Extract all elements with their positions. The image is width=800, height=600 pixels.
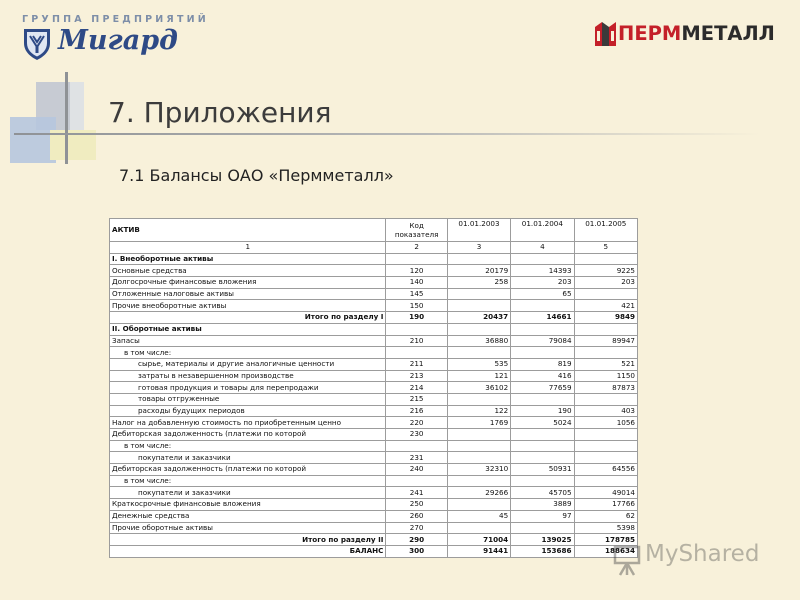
table-row: [110, 393, 638, 405]
row-value-2005: 9849: [574, 312, 637, 324]
row-name: в том числе:: [110, 347, 386, 359]
row-code: 230: [386, 429, 447, 441]
row-name: сырье, материалы и другие аналогичные ценности: [110, 358, 386, 370]
balance-table: [109, 218, 638, 558]
column-number: 1: [110, 242, 386, 254]
company-logo-text-perm: ПЕРМ: [618, 22, 682, 45]
table-row: [110, 277, 638, 289]
row-name: покупатели и заказчики: [110, 452, 386, 464]
row-value-2003: [447, 440, 510, 452]
row-value-2005: [574, 347, 637, 359]
row-code: 290: [386, 534, 447, 546]
table-row: [110, 440, 638, 452]
row-value-2004: 50931: [511, 464, 574, 476]
table-row: [110, 382, 638, 394]
row-value-2003: [447, 393, 510, 405]
row-value-2005: 62: [574, 510, 637, 522]
watermark-text: MyShared: [645, 541, 760, 567]
row-code: 145: [386, 288, 447, 300]
table-row: [110, 347, 638, 359]
row-value-2004: 5024: [511, 417, 574, 429]
row-name: Денежные средства: [110, 510, 386, 522]
row-code: 211: [386, 358, 447, 370]
row-value-2004: [511, 452, 574, 464]
table-row: [110, 370, 638, 382]
row-value-2005: 403: [574, 405, 637, 417]
row-name: Краткосрочные финансовые вложения: [110, 499, 386, 511]
row-value-2004: 3889: [511, 499, 574, 511]
row-value-2004: [511, 440, 574, 452]
row-value-2004: 65: [511, 288, 574, 300]
row-value-2003: [447, 288, 510, 300]
row-value-2003: 122: [447, 405, 510, 417]
row-value-2003: 45: [447, 510, 510, 522]
row-name: Дебиторская задолженность (платежи по которой: [110, 464, 386, 476]
table-row: [110, 312, 638, 324]
row-value-2005: 49014: [574, 487, 637, 499]
row-name: Дебиторская задолженность (платежи по которой: [110, 429, 386, 441]
row-value-2003: [447, 300, 510, 312]
row-value-2003: 71004: [447, 534, 510, 546]
table-row: [110, 253, 638, 265]
table-row: [110, 323, 638, 335]
row-name: Итого по разделу II: [110, 534, 386, 546]
header-asset: АКТИВ: [110, 219, 386, 242]
row-value-2005: [574, 323, 637, 335]
row-code: [386, 347, 447, 359]
row-value-2004: [511, 393, 574, 405]
table-row: [110, 522, 638, 534]
row-code: [386, 440, 447, 452]
row-value-2003: 91441: [447, 545, 510, 557]
row-code: [386, 253, 447, 265]
row-value-2005: 1150: [574, 370, 637, 382]
row-value-2004: [511, 522, 574, 534]
row-name: Запасы: [110, 335, 386, 347]
row-name: в том числе:: [110, 440, 386, 452]
row-code: 210: [386, 335, 447, 347]
table-row: [110, 452, 638, 464]
shield-icon: [22, 27, 52, 61]
row-value-2003: 121: [447, 370, 510, 382]
row-value-2005: 5398: [574, 522, 637, 534]
row-value-2004: 203: [511, 277, 574, 289]
row-value-2005: [574, 475, 637, 487]
table-row: [110, 358, 638, 370]
row-value-2005: 188634: [574, 545, 637, 557]
row-value-2005: [574, 452, 637, 464]
row-value-2004: 77659: [511, 382, 574, 394]
watermark: [612, 541, 772, 581]
row-code: 215: [386, 393, 447, 405]
row-value-2003: [447, 253, 510, 265]
table-row: [110, 475, 638, 487]
row-code: 231: [386, 452, 447, 464]
table-row: [110, 464, 638, 476]
row-value-2005: 1056: [574, 417, 637, 429]
row-value-2004: [511, 323, 574, 335]
row-value-2003: [447, 429, 510, 441]
row-value-2004: 416: [511, 370, 574, 382]
row-name: Итого по разделу I: [110, 312, 386, 324]
row-value-2003: [447, 323, 510, 335]
row-value-2003: 29266: [447, 487, 510, 499]
row-name: товары отгруженные: [110, 393, 386, 405]
table-row: [110, 534, 638, 546]
company-logo-text-metall: МЕТАЛЛ: [681, 22, 775, 45]
row-value-2003: [447, 499, 510, 511]
row-value-2004: 153686: [511, 545, 574, 557]
row-value-2005: [574, 288, 637, 300]
decor-vertical-line: [65, 72, 68, 164]
group-brand-name: Мигард: [58, 25, 178, 56]
row-name: Долгосрочные финансовые вложения: [110, 277, 386, 289]
row-value-2004: 45705: [511, 487, 574, 499]
row-value-2003: [447, 347, 510, 359]
row-code: 220: [386, 417, 447, 429]
row-value-2005: 521: [574, 358, 637, 370]
table-row: [110, 545, 638, 557]
row-code: 216: [386, 405, 447, 417]
row-code: 270: [386, 522, 447, 534]
row-value-2003: 535: [447, 358, 510, 370]
row-value-2003: [447, 452, 510, 464]
row-value-2005: 17766: [574, 499, 637, 511]
table-row: [110, 429, 638, 441]
row-value-2003: [447, 475, 510, 487]
row-code: 213: [386, 370, 447, 382]
table-row: [110, 300, 638, 312]
row-code: 214: [386, 382, 447, 394]
header-code: Код показателя: [386, 219, 447, 242]
column-number: 4: [511, 242, 574, 254]
row-name: затраты в незавершенном производстве: [110, 370, 386, 382]
row-code: 120: [386, 265, 447, 277]
column-number: 3: [447, 242, 510, 254]
row-value-2003: 36880: [447, 335, 510, 347]
row-value-2004: [511, 429, 574, 441]
row-value-2003: 32310: [447, 464, 510, 476]
row-name: I. Внеоборотные активы: [110, 253, 386, 265]
presentation-board-icon: [612, 543, 642, 577]
row-code: 190: [386, 312, 447, 324]
row-name: Прочие внеоборотные активы: [110, 300, 386, 312]
row-code: [386, 475, 447, 487]
row-code: 260: [386, 510, 447, 522]
table-row: [110, 510, 638, 522]
row-code: 140: [386, 277, 447, 289]
page-title: 7. Приложения: [108, 96, 332, 129]
row-value-2003: [447, 522, 510, 534]
row-value-2005: 421: [574, 300, 637, 312]
column-number-row: [110, 242, 638, 254]
row-name: Налог на добавленную стоимость по приобретенным ценно: [110, 417, 386, 429]
row-value-2003: 20179: [447, 265, 510, 277]
column-number: 2: [386, 242, 447, 254]
header-date-2004: 01.01.2004: [511, 219, 574, 242]
row-value-2005: [574, 393, 637, 405]
table-row: [110, 335, 638, 347]
column-number: 5: [574, 242, 637, 254]
table-row: [110, 499, 638, 511]
row-code: 250: [386, 499, 447, 511]
decor-horizontal-line: [14, 133, 760, 135]
row-name: расходы будущих периодов: [110, 405, 386, 417]
table-row: [110, 265, 638, 277]
row-value-2005: [574, 253, 637, 265]
row-value-2005: 64556: [574, 464, 637, 476]
row-value-2003: 258: [447, 277, 510, 289]
row-value-2004: 819: [511, 358, 574, 370]
group-caption: ГРУППА ПРЕДПРИЯТИЙ: [22, 14, 209, 25]
row-value-2005: [574, 429, 637, 441]
row-name: Основные средства: [110, 265, 386, 277]
header-date-2005: 01.01.2005: [574, 219, 637, 242]
row-name: БАЛАНС: [110, 545, 386, 557]
table-row: [110, 487, 638, 499]
row-value-2003: 20437: [447, 312, 510, 324]
row-value-2004: [511, 475, 574, 487]
row-value-2004: [511, 347, 574, 359]
row-code: 241: [386, 487, 447, 499]
row-code: 240: [386, 464, 447, 476]
row-value-2004: 79084: [511, 335, 574, 347]
row-name: готовая продукция и товары для перепродажи: [110, 382, 386, 394]
row-name: Отложенные налоговые активы: [110, 288, 386, 300]
row-name: в том числе:: [110, 475, 386, 487]
row-value-2004: 97: [511, 510, 574, 522]
table-row: [110, 417, 638, 429]
table-row: [110, 405, 638, 417]
row-code: [386, 323, 447, 335]
table-header-row: [110, 219, 638, 242]
page-subtitle: 7.1 Балансы ОАО «Пермметалл»: [119, 166, 394, 185]
row-value-2004: 139025: [511, 534, 574, 546]
row-code: 150: [386, 300, 447, 312]
company-logo-icon: [594, 21, 618, 47]
header-date-2003: 01.01.2003: [447, 219, 510, 242]
row-value-2005: 9225: [574, 265, 637, 277]
row-code: 300: [386, 545, 447, 557]
row-value-2004: 14393: [511, 265, 574, 277]
row-value-2004: [511, 300, 574, 312]
row-value-2004: [511, 253, 574, 265]
row-value-2005: 89947: [574, 335, 637, 347]
row-value-2005: 87873: [574, 382, 637, 394]
table-row: [110, 288, 638, 300]
row-name: II. Оборотные активы: [110, 323, 386, 335]
row-name: покупатели и заказчики: [110, 487, 386, 499]
decor-square-light: [70, 82, 84, 130]
row-value-2003: 36102: [447, 382, 510, 394]
row-value-2005: [574, 440, 637, 452]
row-value-2005: 178785: [574, 534, 637, 546]
row-name: Прочие оборотные активы: [110, 522, 386, 534]
row-value-2003: 1769: [447, 417, 510, 429]
row-value-2004: 14661: [511, 312, 574, 324]
row-value-2005: 203: [574, 277, 637, 289]
row-value-2004: 190: [511, 405, 574, 417]
